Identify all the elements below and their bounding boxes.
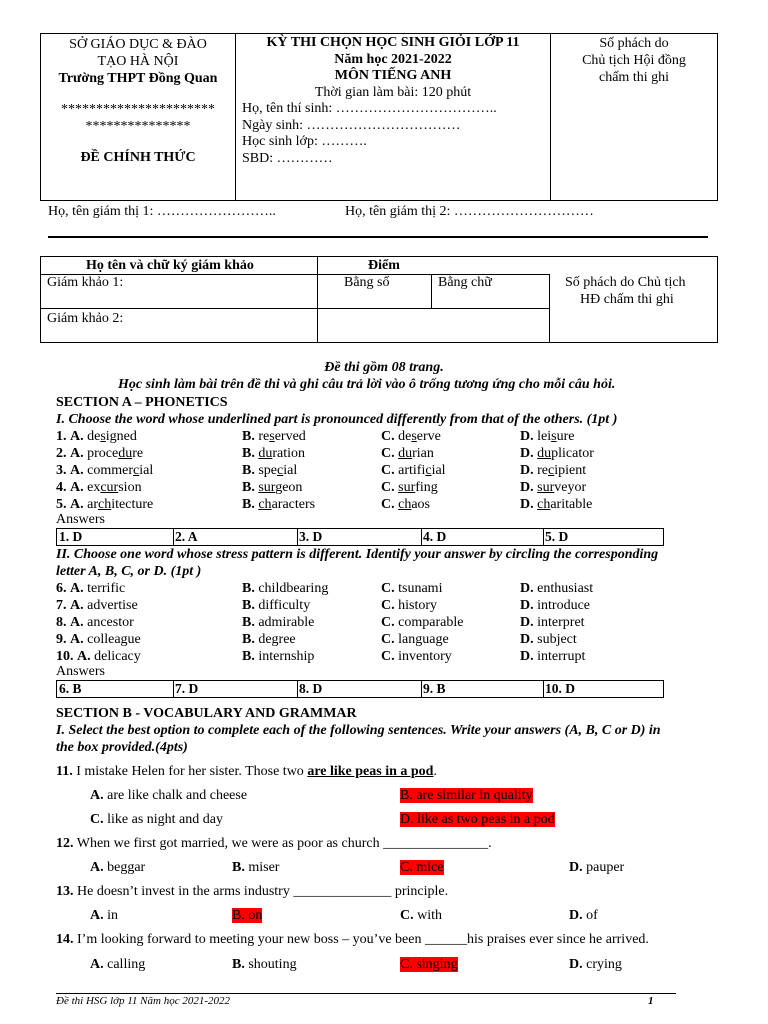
question-2-option-c[interactable]: C. durian xyxy=(381,446,434,461)
answer-cell-6: 6. B xyxy=(59,681,82,696)
section-a-part-1-title: I. Choose the word whose underlined part is pronounced differently from that of the others. (1pt ) xyxy=(56,412,618,427)
question-14-option-a[interactable]: A. calling xyxy=(90,957,146,972)
proctor-1-field: Họ, tên giám thị 1: …………………….. xyxy=(48,204,276,219)
question-1-option-b[interactable]: B. reserved xyxy=(242,429,306,444)
department-line-1: SỞ GIÁO DỤC & ĐÀO xyxy=(69,37,207,52)
answer-cell-4: 4. D xyxy=(423,529,447,544)
candidate-class-field: Học sinh lớp: ………. xyxy=(242,134,367,149)
question-12-stem: 12. When we first got married, we were as poor as church _______________. xyxy=(56,836,492,851)
question-10-option-d[interactable]: D. interrupt xyxy=(520,649,586,664)
question-6-option-d[interactable]: D. enthusiast xyxy=(520,581,594,596)
examiner-name-header: Họ tên và chữ ký giám khảo xyxy=(86,258,254,273)
answer-cell-10: 10. D xyxy=(545,681,575,696)
proctor-2-field: Họ, tên giám thị 2: ………………………… xyxy=(345,204,594,219)
question-9-option-d[interactable]: D. subject xyxy=(520,632,577,647)
question-4-option-d[interactable]: D. surveyor xyxy=(520,480,587,495)
question-3-option-b[interactable]: B. special xyxy=(242,463,298,478)
exam-subject: MÔN TIẾNG ANH xyxy=(334,68,452,83)
answer-cell-5: 5. D xyxy=(545,529,569,544)
code-line-1: Số phách do xyxy=(599,36,669,51)
question-11-stem: 11. I mistake Helen for her sister. Those two are like peas in a pod. xyxy=(56,764,437,779)
question-7-option-d[interactable]: D. introduce xyxy=(520,598,590,613)
question-4-option-c[interactable]: C. surfing xyxy=(381,480,438,495)
question-14-option-c[interactable]: C. singing xyxy=(400,957,458,972)
section-a-title: SECTION A – PHONETICS xyxy=(56,395,228,410)
question-11-option-c[interactable]: C. like as night and day xyxy=(90,812,223,827)
question-14-stem: 14. I’m looking forward to meeting your new boss – you’ve been ______his praises ever since he arrived. xyxy=(56,932,649,947)
question-11-option-a[interactable]: A. are like chalk and cheese xyxy=(90,788,248,803)
question-5-option-b[interactable]: B. characters xyxy=(242,497,316,512)
question-8-option-a[interactable]: 8. A. ancestor xyxy=(56,615,134,630)
exam-title: KỲ THI CHỌN HỌC SINH GIỎI LỚP 11 xyxy=(266,35,520,50)
answers-label-1: Answers xyxy=(56,512,105,527)
footer-text: Đề thi HSG lớp 11 Năm học 2021-2022 xyxy=(56,995,231,1007)
examiner-code-line-2: HĐ chấm thi ghi xyxy=(580,292,674,307)
question-2-option-d[interactable]: D. duplicator xyxy=(520,446,594,461)
question-1-option-c[interactable]: C. deserve xyxy=(381,429,441,444)
candidate-name-field: Họ, tên thí sinh: …………………………….. xyxy=(242,101,497,116)
question-13-option-c[interactable]: C. with xyxy=(400,908,443,923)
question-8-option-d[interactable]: D. interpret xyxy=(520,615,585,630)
question-7-option-b[interactable]: B. difficulty xyxy=(242,598,311,613)
question-14-option-b[interactable]: B. shouting xyxy=(232,957,297,972)
question-10-option-c[interactable]: C. inventory xyxy=(381,649,452,664)
question-12-option-d[interactable]: D. pauper xyxy=(569,860,625,875)
secret-code-cell xyxy=(551,34,717,200)
answer-cell-2: 2. A xyxy=(175,529,198,544)
question-6-option-b[interactable]: B. childbearing xyxy=(242,581,329,596)
code-line-3: chấm thi ghi xyxy=(599,70,669,85)
question-7-option-a[interactable]: 7. A. advertise xyxy=(56,598,138,613)
question-3-option-c[interactable]: C. artificial xyxy=(381,463,446,478)
question-10-option-a[interactable]: 10. A. delicacy xyxy=(56,649,141,664)
question-5-option-a[interactable]: 5. A. architecture xyxy=(56,497,154,512)
exam-header-box xyxy=(40,33,718,201)
section-b-part-1-title-line-1: I. Select the best option to complete each of the following sentences. Write your answers (A, B, C or D) in xyxy=(56,723,661,738)
answer-cell-7: 7. D xyxy=(175,681,199,696)
question-13-option-d[interactable]: D. of xyxy=(569,908,598,923)
question-9-option-b[interactable]: B. degree xyxy=(242,632,296,647)
question-6-option-a[interactable]: 6. A. terrific xyxy=(56,581,126,596)
official-label: ĐỀ CHÍNH THỨC xyxy=(80,150,196,165)
question-2-option-b[interactable]: B. duration xyxy=(242,446,305,461)
question-12-option-c[interactable]: C. mice xyxy=(400,860,444,875)
question-5-option-c[interactable]: C. chaos xyxy=(381,497,431,512)
question-8-option-b[interactable]: B. admirable xyxy=(242,615,315,630)
answer-cell-9: 9. B xyxy=(423,681,446,696)
question-11-option-b[interactable]: B. are similar in quality xyxy=(400,788,533,803)
question-5-option-d[interactable]: D. charitable xyxy=(520,497,593,512)
answer-cell-1: 1. D xyxy=(59,529,83,544)
separator-rule xyxy=(48,236,708,238)
school-info-cell xyxy=(41,34,236,200)
answer-cell-8: 8. D xyxy=(299,681,323,696)
question-7-option-c[interactable]: C. history xyxy=(381,598,438,613)
question-3-option-a[interactable]: 3. A. commercial xyxy=(56,463,154,478)
question-10-option-b[interactable]: B. internship xyxy=(242,649,315,664)
exam-duration: Thời gian làm bài: 120 phút xyxy=(314,84,472,100)
page-count-note: Đề thi gồm 08 trang. xyxy=(324,360,444,375)
school-year: Năm học 2021-2022 xyxy=(334,51,452,67)
school-name: Trường THPT Đồng Quan xyxy=(58,71,218,86)
question-13-option-b[interactable]: B. on xyxy=(232,908,263,923)
question-12-option-b[interactable]: B. miser xyxy=(232,860,280,875)
answer-cell-3: 3. D xyxy=(299,529,323,544)
question-13-option-a[interactable]: A. in xyxy=(90,908,119,923)
question-2-option-a[interactable]: 2. A. procedure xyxy=(56,446,144,461)
exam-info-cell xyxy=(236,34,551,200)
answers-label-2: Answers xyxy=(56,664,105,679)
candidate-dob-field: Ngày sinh: …………………………… xyxy=(242,117,461,133)
question-8-option-c[interactable]: C. comparable xyxy=(381,615,464,630)
question-1-option-a[interactable]: 1. A. designed xyxy=(56,429,137,444)
examiner-1-label: Giám khảo 1: xyxy=(47,275,124,290)
code-line-2: Chủ tịch Hội đồng xyxy=(582,53,686,68)
question-9-option-c[interactable]: C. language xyxy=(381,632,449,647)
section-b-part-1-title-line-2: the box provided.(4pts) xyxy=(56,740,188,755)
question-9-option-a[interactable]: 9. A. colleague xyxy=(56,632,141,647)
score-by-words: Bằng chữ xyxy=(438,275,492,290)
question-3-option-d[interactable]: D. recipient xyxy=(520,463,587,478)
page-number: 1 xyxy=(648,995,654,1007)
examiner-table xyxy=(40,256,718,343)
department-line-2: TẠO HÀ NỘI xyxy=(97,54,179,69)
footer-rule xyxy=(56,993,676,994)
question-11-option-d[interactable]: D. like as two peas in a pod xyxy=(400,812,555,827)
question-12-option-a[interactable]: A. beggar xyxy=(90,860,146,875)
section-b-title: SECTION B - VOCABULARY AND GRAMMAR xyxy=(56,706,357,721)
stars-line-2: *************** xyxy=(85,119,191,134)
question-1-option-d[interactable]: D. leisure xyxy=(520,429,575,444)
candidate-sbd-field: SBD: ………… xyxy=(242,150,333,166)
question-13-stem: 13. He doesn’t invest in the arms industry ______________ principle. xyxy=(56,884,449,899)
section-a-part-2-title-line-2: letter A, B, C, or D. (1pt ) xyxy=(56,564,202,579)
examiner-2-label: Giám khảo 2: xyxy=(47,311,124,326)
question-6-option-c[interactable]: C. tsunami xyxy=(381,581,443,596)
score-by-number: Bằng số xyxy=(344,275,390,290)
examiner-code-line-1: Số phách do Chủ tịch xyxy=(565,275,686,290)
part-1-answer-box xyxy=(56,528,664,546)
question-4-option-b[interactable]: B. surgeon xyxy=(242,480,303,495)
stars-line-1: ********************** xyxy=(61,102,215,117)
score-header: Điểm xyxy=(368,258,400,273)
question-4-option-a[interactable]: 4. A. excursion xyxy=(56,480,142,495)
general-instruction: Học sinh làm bài trên đề thi và ghi câu trả lời vào ô trống tương ứng cho mỗi câu hỏi. xyxy=(118,377,616,392)
part-2-answer-box xyxy=(56,680,664,698)
question-14-option-d[interactable]: D. crying xyxy=(569,957,622,972)
section-a-part-2-title-line-1: II. Choose one word whose stress pattern is different. Identify your answer by circling the corresponding xyxy=(56,547,659,562)
